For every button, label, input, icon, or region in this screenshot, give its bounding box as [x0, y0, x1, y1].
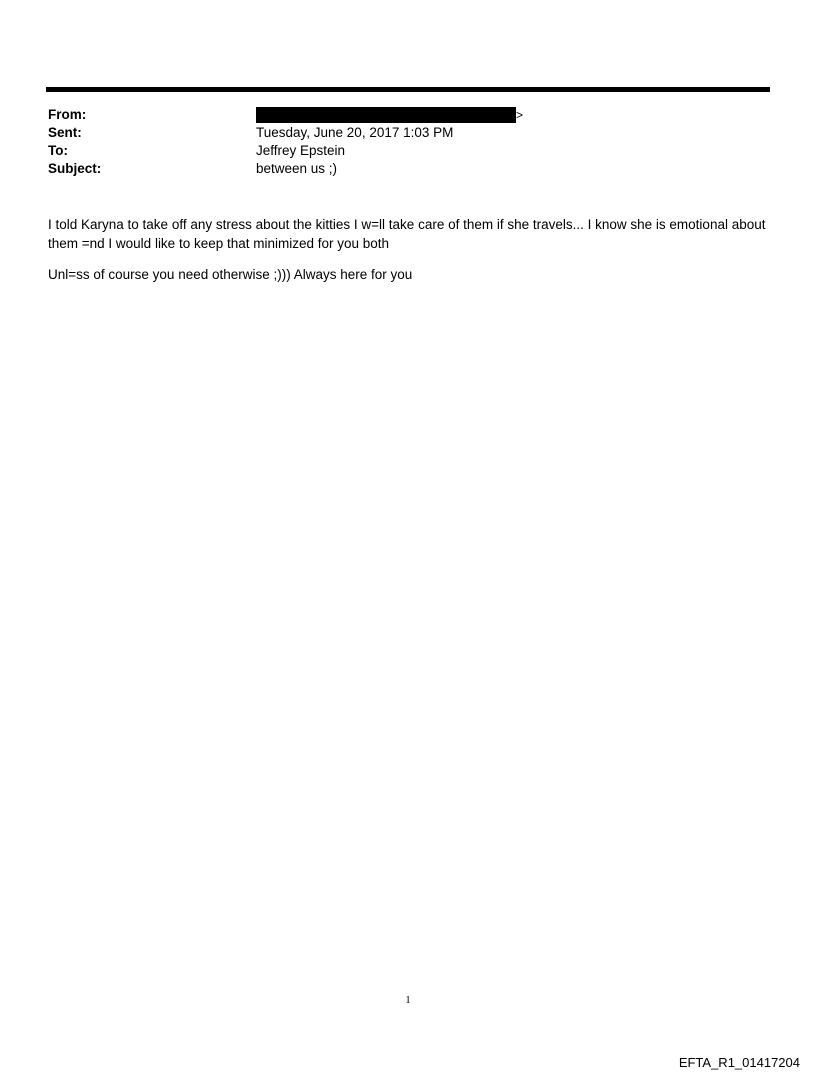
to-row [48, 142, 768, 160]
redaction-bar [256, 107, 516, 123]
email-body [48, 215, 778, 296]
bates-number: EFTA_R1_01417204 [678, 1055, 800, 1070]
body-paragraph-1: I told Karyna to take off any stress about the kitties I w=ll take care of them if she travels... I know she is emotional about them =nd I would like to keep that minimized for you both [48, 217, 766, 251]
to-label: To: [48, 143, 68, 158]
page-number: 1 [405, 994, 411, 1006]
subject-label: Subject: [48, 161, 102, 176]
from-label: From: [48, 107, 87, 122]
sent-label: Sent: [48, 125, 82, 140]
from-row [48, 106, 768, 124]
body-paragraph-2: Unl=ss of course you need otherwise ;))) Always here for you [48, 267, 413, 282]
sent-row [48, 124, 768, 142]
header-divider [46, 87, 770, 92]
subject-value: between us ;) [256, 161, 338, 176]
from-value-suffix: > [516, 108, 524, 122]
sent-value: Tuesday, June 20, 2017 1:03 PM [256, 125, 454, 140]
email-header [48, 106, 768, 178]
subject-row [48, 160, 768, 178]
to-value: Jeffrey Epstein [256, 143, 346, 158]
from-value [256, 106, 523, 124]
